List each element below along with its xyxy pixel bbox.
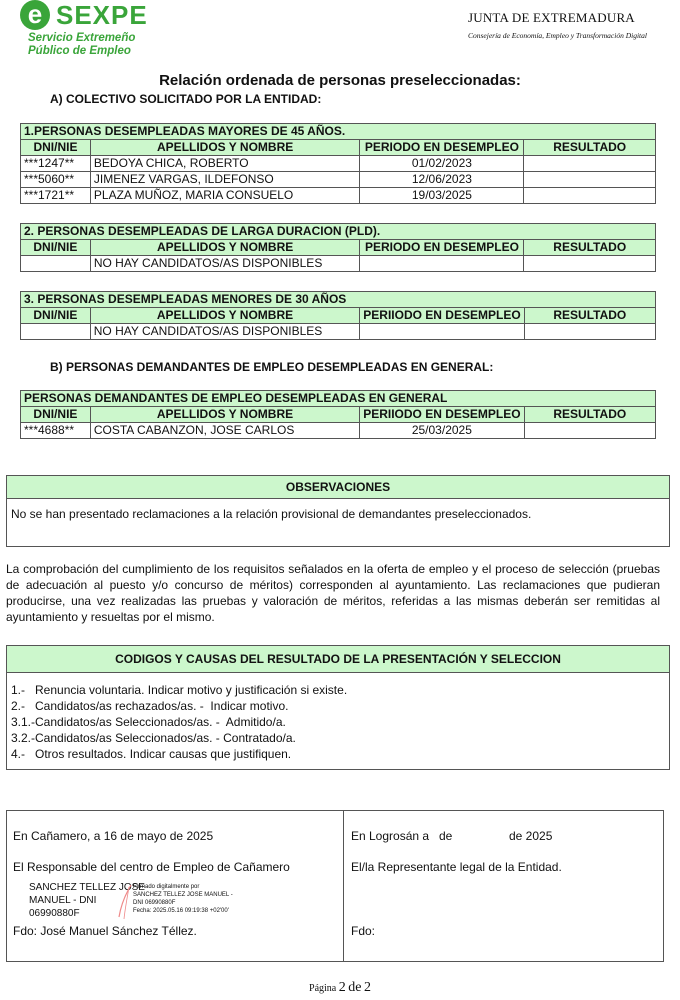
col-header-nombre: APELLIDOS Y NOMBRE [90,308,360,324]
footer-label: Página [309,983,337,994]
right-place-a: En Logrosán a [351,829,430,843]
col-header-resultado: RESULTADO [524,240,656,256]
cell-periodo: 25/03/2025 [360,423,524,439]
table-row [21,256,656,272]
right-place-b: de [439,829,453,843]
col-header-dni: DNI/NIE [21,240,91,256]
table-caption: 3. PERSONAS DESEMPLEADAS MENORES DE 30 AÑOS [21,292,656,308]
cell-resultado [524,172,656,188]
observaciones-box [6,475,670,547]
junta-title: JUNTA DE EXTREMADURA [468,10,635,25]
table-menores-30 [20,291,656,340]
cell-periodo: 19/03/2025 [360,188,524,204]
section-a-heading: A) COLECTIVO SOLICITADO POR LA ENTIDAD: [50,92,322,106]
table-general [20,390,656,439]
right-role: El/la Representante legal de la Entidad. [351,860,562,874]
stamp-detail-3: DNI 06990880F [133,900,176,906]
cell-periodo: 12/06/2023 [360,172,524,188]
table-row [21,423,656,439]
cell-dni: ***1721** [21,188,91,204]
cell-nombre: NO HAY CANDIDATOS/AS DISPONIBLES [90,256,360,272]
col-header-dni: DNI/NIE [21,407,91,423]
sexpe-logo-subtitle-2: Público de Empleo [28,45,131,57]
col-header-periodo: PERIIODO EN DESEMPLEO [360,308,524,324]
cell-periodo [360,324,524,340]
stamp-name-1: SANCHEZ TELLEZ JOSE [29,882,145,893]
table-row [21,172,656,188]
col-header-periodo: PERIIODO EN DESEMPLEO [360,407,524,423]
table-row [21,156,656,172]
col-header-periodo: PERIODO EN DESEMPLEO [360,140,524,156]
cell-dni: ***5060** [21,172,91,188]
footer-total: 2 [363,980,371,995]
page-footer [0,980,680,996]
codigo-item: 2.- Candidatos/as rechazados/as. - Indicar motivo. [11,699,289,713]
col-header-resultado: RESULTADO [524,407,655,423]
codigos-box [6,645,670,770]
table-row [21,324,656,340]
cell-nombre: BEDOYA CHICA, ROBERTO [90,156,360,172]
signature-table [6,810,664,962]
sexpe-logo-name: SEXPE [56,0,148,30]
cell-resultado [524,188,656,204]
footer-page: 2 [338,980,346,995]
footer-of: de [348,980,362,995]
cell-dni: ***4688** [21,423,91,439]
sexpe-logo-subtitle-1: Servicio Extremeño [28,32,136,44]
cell-nombre: PLAZA MUÑOZ, MARIA CONSUELO [90,188,360,204]
cell-dni: ***1247** [21,156,91,172]
stamp-name-3: 06990880F [29,908,80,919]
col-header-periodo: PERIODO EN DESEMPLEO [360,240,524,256]
cell-resultado [524,423,655,439]
stamp-detail-2: SANCHEZ TELLEZ JOSE MANUEL - [133,892,233,898]
table-caption: PERSONAS DEMANDANTES DE EMPLEO DESEMPLEADAS EN GENERAL [21,391,656,407]
cell-resultado [524,156,656,172]
cell-resultado [524,256,656,272]
codigos-title: CODIGOS Y CAUSAS DEL RESULTADO DE LA PRESENTACIÓN Y SELECCION [7,646,669,673]
col-header-resultado: RESULTADO [524,140,656,156]
aviso-paragraph: La comprobación del cumplimiento de los requisitos señalados en la oferta de empleo y el proceso de selección (pruebas de adecuación al puesto y/o concurso de méritos) corresponden al ayuntamiento. Las reclamaciones que pudieran producirse, una vez realizadas las pruebas y valoración de méritos, referidas a las mismas deberán ser remitidas al ayuntamiento y resueltas por el mismo. [6,562,660,624]
col-header-nombre: APELLIDOS Y NOMBRE [90,240,360,256]
cell-nombre: JIMENEZ VARGAS, ILDEFONSO [90,172,360,188]
codigo-item: 4.- Otros resultados. Indicar causas que justifiquen. [11,747,292,761]
stamp-detail-4: Fecha: 2025.05.16 09:19:38 +02'00' [133,908,229,914]
table-larga-duracion [20,223,656,272]
cell-periodo [360,256,524,272]
right-place-c: de 2025 [509,829,553,843]
cell-resultado [524,324,655,340]
cell-nombre: COSTA CABANZON, JOSE CARLOS [90,423,359,439]
stamp-name-2: MANUEL - DNI [29,895,97,906]
page-title: Relación ordenada de personas preseleccionadas: [159,72,521,89]
right-fdo: Fdo: [351,924,376,938]
col-header-nombre: APELLIDOS Y NOMBRE [90,407,359,423]
left-place-date: En Cañamero, a 16 de mayo de 2025 [13,829,214,843]
codigo-item: 3.1.-Candidatos/as Seleccionados/as. - Admitido/a. [11,715,286,729]
col-header-nombre: APELLIDOS Y NOMBRE [90,140,360,156]
codigo-item: 3.2.-Candidatos/as Seleccionados/as. - Contratado/a. [11,731,296,745]
left-role: El Responsable del centro de Empleo de Cañamero [13,860,290,874]
table-row [21,188,656,204]
sexpe-logo-mark: e [20,0,50,30]
cell-dni [21,324,91,340]
left-fdo: Fdo: José Manuel Sánchez Téllez. [13,924,197,938]
signature-divider [343,811,344,961]
col-header-resultado: RESULTADO [524,308,655,324]
table-mayores-45 [20,123,656,204]
cell-dni [21,256,91,272]
col-header-dni: DNI/NIE [21,140,91,156]
observaciones-text: No se han presentado reclamaciones a la relación provisional de demandantes preseleccionados. [11,507,532,521]
col-header-dni: DNI/NIE [21,308,91,324]
table-caption: 1.PERSONAS DESEMPLEADAS MAYORES DE 45 AÑOS. [21,124,656,140]
codigo-item: 1.- Renuncia voluntaria. Indicar motivo y justificación si existe. [11,683,348,697]
cell-nombre: NO HAY CANDIDATOS/AS DISPONIBLES [90,324,360,340]
section-b-heading: B) PERSONAS DEMANDANTES DE EMPLEO DESEMPLEADAS EN GENERAL: [50,360,494,374]
stamp-detail-1: Firmado digitalmente por [133,884,200,890]
junta-subtitle: Consejería de Economía, Empleo y Transformación Digital [468,31,647,40]
table-caption: 2. PERSONAS DESEMPLEADAS DE LARGA DURACION (PLD). [21,224,656,240]
cell-periodo: 01/02/2023 [360,156,524,172]
signature-mark-icon [115,881,135,921]
observaciones-title: OBSERVACIONES [7,476,669,499]
